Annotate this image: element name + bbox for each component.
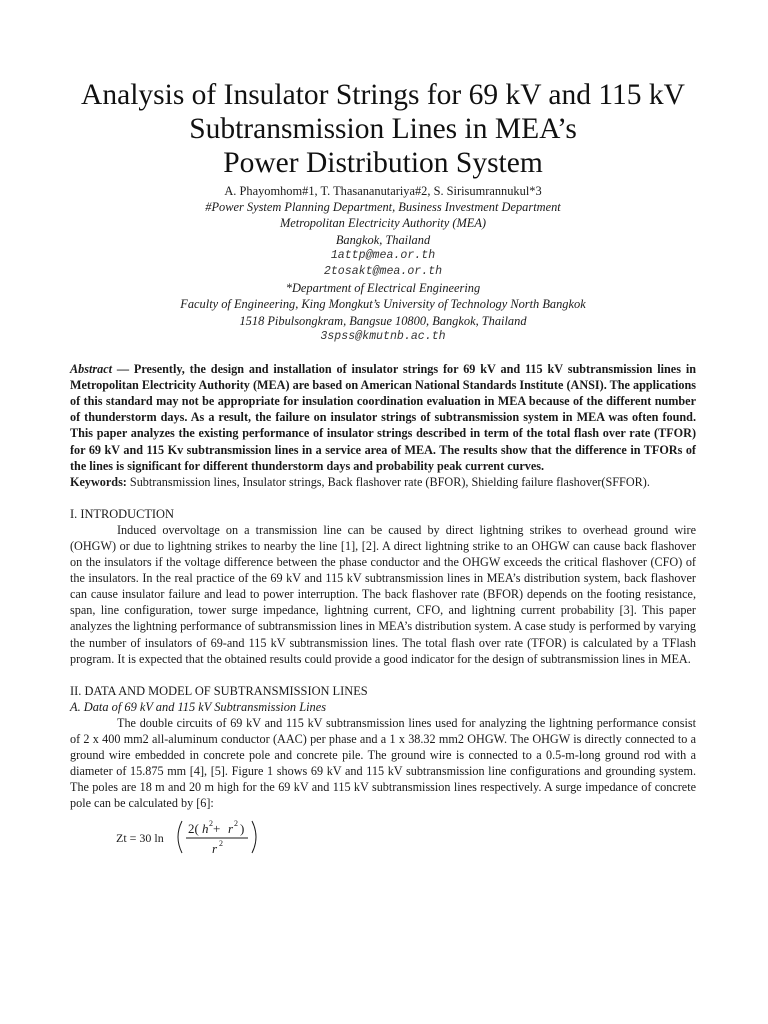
surge-impedance-formula xyxy=(70,815,696,859)
affiliation-2-dept: *Department of Electrical Engineering xyxy=(285,281,481,296)
formula-close: ) xyxy=(240,821,245,837)
abstract-label: Abstract xyxy=(70,362,112,377)
formula-num-coef: 2( xyxy=(188,821,199,837)
data-paragraph: The double circuits of 69 kV and 115 kV subtransmission lines used for analyzing the lightning performance consist of 2 x 400 mm2 all-aluminum conductor (AAC) per phase and a 1 x 38.32 mm2 OHGW. The OHGW is directly connected to a ground wire embedded in concrete pole and concrete pile. The ground wire is connected to a 0.5-m-long ground rod with a diameter of 15.875 mm [4], [5]. Figure 1 shows 69 kV and 115 kV subtransmission line configurations and grounding system. The poles are 18 m and 20 m high for the 69 kV and 115 kV subtransmission lines respectively. A surge impedance of concrete pole can be calculated by [6]: xyxy=(70,715,696,811)
title-line-2: Subtransmission Lines in MEA’s xyxy=(189,113,577,145)
authors: A. Phayomhom#1, T. Thasananutariya#2, S. Sirisumrannukul*3 xyxy=(224,184,542,198)
formula-plus: + xyxy=(213,821,221,837)
keywords xyxy=(70,474,696,490)
formula-right-paren xyxy=(252,821,256,853)
formula-svg xyxy=(116,815,356,859)
affiliation-1-dept: #Power System Planning Department, Business Investment Department xyxy=(205,200,561,215)
email-1: 1attp@mea.or.th xyxy=(330,248,436,262)
affiliation-1-city: Bangkok, Thailand xyxy=(335,232,431,247)
paper-title xyxy=(70,0,696,180)
affiliation-2-faculty: Faculty of Engineering, King Mongkut’s University of Technology North Bangkok xyxy=(180,297,586,312)
subsection-heading-data: A. Data of 69 kV and 115 kV Subtransmission Lines xyxy=(70,699,327,714)
affiliation-1-org: Metropolitan Electricity Authority (MEA) xyxy=(279,216,487,231)
title-line-1: Analysis of Insulator Strings for 69 kV and 115 kV xyxy=(81,79,685,111)
introduction-paragraph: Induced overvoltage on a transmission line can be caused by direct lightning strikes to overhead ground wire (OHGW) or due to lightning strikes to nearby the line [1], [2]. A direct lightning strike to an OHGW can cause back flashover on the insulators if the voltage difference between the phase conductor and the OHGW exceeds the critical flashover (CFO) of the insulators. In the real practice of the 69 kV and 115 kV subtransmission lines in MEA’s distribution system, back flashover can cause insulator failure and lead to power interruption. The back flashover rate (BFOR) depends on the footing resistance, span, line configuration, tower surge impedance, lightning current, CFO, and lightning current probability [3]. This paper analyzes the lightning performance of subtransmission lines in MEA’s distribution system. A case study is performed by varying the number of insulators of 69-and 115 kV subtransmission lines. The total flash over rate (TFOR) is calculated by a TFlash program. It is expected that the obtained results could provide a good indicator for the design of subtransmission lines in MEA. xyxy=(70,522,696,666)
formula-r: r xyxy=(228,821,234,837)
affiliation-2-address: 1518 Pibulsongkram, Bangsue 10800, Bangkok, Thailand xyxy=(239,313,527,328)
formula-r-exp: 2 xyxy=(234,819,238,829)
section-heading-introduction: I. INTRODUCTION xyxy=(70,506,174,521)
formula-h: h xyxy=(202,821,209,837)
keywords-label: Keywords: xyxy=(70,474,127,489)
author-block xyxy=(70,183,696,345)
keywords-text: Subtransmission lines, Insulator strings, Back flashover rate (BFOR), Shielding failure flashover(SFFOR). xyxy=(126,474,650,489)
section-heading-data-model: II. DATA AND MODEL OF SUBTRANSMISSION LINES xyxy=(70,683,368,698)
formula-h-exp: 2 xyxy=(209,819,213,829)
email-2: 2tosakt@mea.or.th xyxy=(323,265,443,279)
formula-den-r: r xyxy=(212,841,218,857)
formula-den-exp: 2 xyxy=(219,839,223,849)
formula-lhs: Zt = 30 ln xyxy=(116,831,164,846)
formula-left-paren xyxy=(178,821,182,853)
title-line-3: Power Distribution System xyxy=(223,147,543,179)
abstract-body: — Presently, the design and installation of insulator strings for 69 kV and 115 kV subtransmission lines in Metropolitan Electricity Authority (MEA) are based on American National Standards Institute (ANSI). The applications of this standard may not be appropriate for insulation coordination evaluation in MEA because of the different number of thunderstorm days. As a result, the failure on insulator strings of subtransmission system in MEA was often found. This paper analyzes the existing performance of insulator strings described in term of the total flash over rate (TFOR) for 69 kV and 115 Kv subtransmission lines in a service area of MEA. The results show that the difference in TFORs of the lines is significant for different thunderstorm days and probability peak current curves. xyxy=(70,362,696,473)
email-3: 3spss@kmutnb.ac.th xyxy=(320,329,446,343)
abstract xyxy=(70,361,696,474)
